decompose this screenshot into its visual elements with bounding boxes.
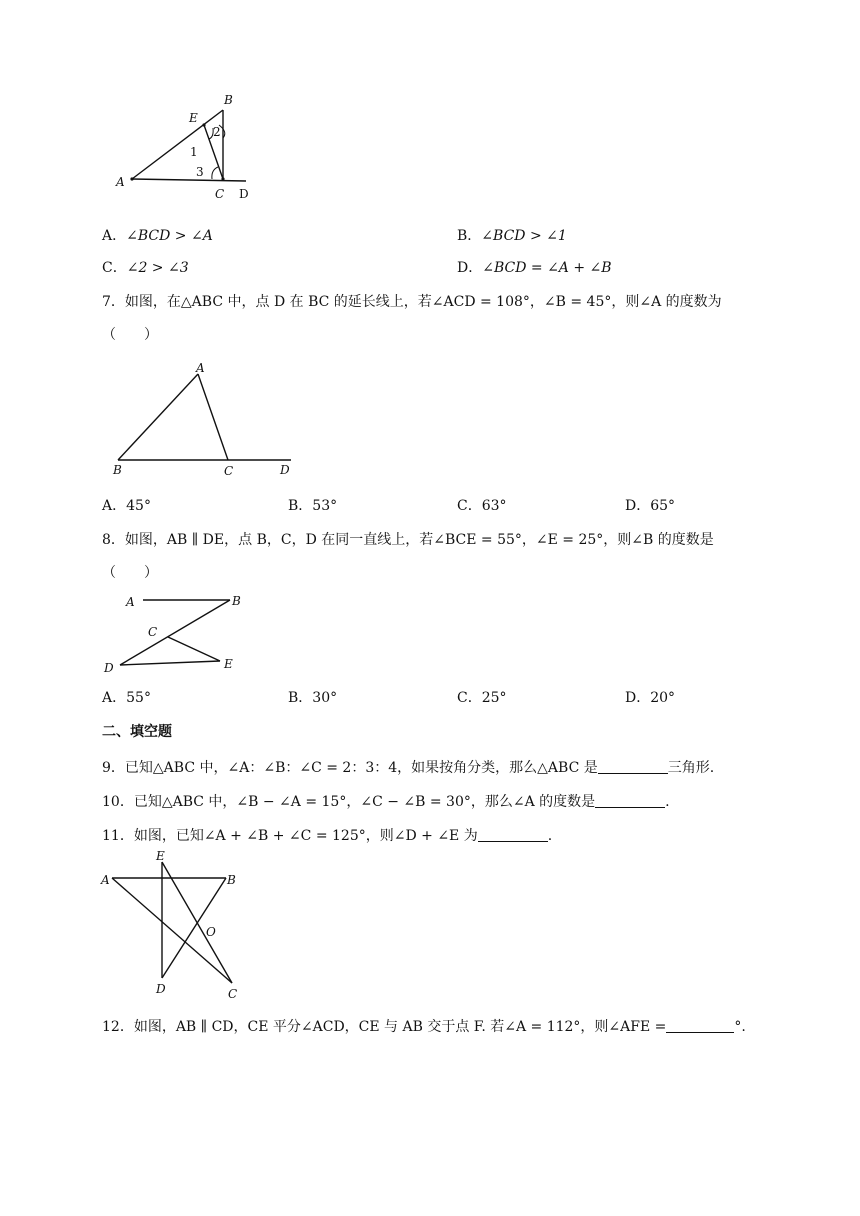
q7-label-B: B — [113, 463, 122, 477]
q7-stem-paren: （ ） — [102, 327, 158, 343]
q6-option-d[interactable]: D．∠BCD = ∠A + ∠B — [457, 260, 612, 276]
q12: 12．如图，AB ∥ CD，CE 平分∠ACD，CE 与 AB 交于点 F. 若∠A = 112°，则∠AFE = °. — [102, 1016, 746, 1037]
q7-figure — [108, 358, 308, 480]
q11-label-A: A — [101, 873, 110, 887]
q7-option-b[interactable]: B．53° — [288, 498, 338, 514]
q10-answer-blank[interactable] — [595, 791, 665, 808]
q11-label-C: C — [228, 987, 238, 1001]
q6-label-D: D — [239, 187, 249, 201]
q11-label-O: O — [206, 925, 216, 939]
q9-answer-blank[interactable] — [598, 757, 668, 774]
q8-label-B: B — [232, 594, 241, 608]
q8-label-A: A — [126, 595, 135, 609]
q6-option-b[interactable]: B．∠BCD > ∠1 — [457, 228, 567, 244]
q11-label-D: D — [156, 982, 166, 996]
q11-label-B: B — [227, 873, 236, 887]
q6-figure — [108, 90, 258, 202]
q12-answer-blank[interactable] — [666, 1016, 734, 1033]
q6-label-3: 3 — [196, 165, 204, 179]
q8-option-c[interactable]: C．25° — [457, 690, 507, 706]
q6-option-a[interactable]: A．∠BCD > ∠A — [102, 228, 213, 244]
q7-label-A: A — [196, 361, 205, 375]
q6-option-c[interactable]: C．∠2 > ∠3 — [102, 260, 189, 276]
q8-stem: 8．如图，AB ∥ DE，点 B，C，D 在同一直线上，若∠BCE = 55°，∠E = 25°，则∠B 的度数是 — [102, 532, 714, 548]
q7-label-C: C — [224, 464, 234, 478]
section-title: 二、填空题 — [102, 724, 172, 740]
q9: 9．已知△ABC 中，∠A：∠B：∠C = 2：3：4，如果按角分类，那么△ABC 是 三角形. — [102, 757, 714, 778]
q10: 10．已知△ABC 中，∠B − ∠A = 15°，∠C − ∠B = 30°，那么∠A 的度数是 . — [102, 791, 670, 812]
q8-label-C: C — [148, 625, 158, 639]
q11-answer-blank[interactable] — [478, 825, 548, 842]
q6-label-E: E — [189, 111, 198, 125]
q8-option-d[interactable]: D．20° — [625, 690, 676, 706]
q8-stem-paren: （ ） — [102, 565, 158, 581]
q6-label-2: 2 — [213, 125, 221, 139]
q6-label-C: C — [215, 187, 225, 201]
q7-label-D: D — [280, 463, 290, 477]
q8-figure — [100, 588, 260, 678]
q7-option-d[interactable]: D．65° — [625, 498, 676, 514]
q7-option-c[interactable]: C．63° — [457, 498, 507, 514]
q11: 11．如图，已知∠A + ∠B + ∠C = 125°，则∠D + ∠E 为 . — [102, 825, 552, 846]
q8-option-a[interactable]: A．55° — [102, 690, 151, 706]
q6-label-A: A — [116, 175, 125, 189]
q6-label-1: 1 — [190, 145, 198, 159]
q7-option-a[interactable]: A．45° — [102, 498, 151, 514]
q8-option-b[interactable]: B．30° — [288, 690, 338, 706]
q8-label-E: E — [224, 657, 233, 671]
q11-figure — [98, 846, 248, 1004]
q11-label-E: E — [156, 849, 165, 863]
q6-label-B: B — [224, 93, 233, 107]
q7-stem: 7．如图，在△ABC 中，点 D 在 BC 的延长线上，若∠ACD = 108°，∠B = 45°，则∠A 的度数为 — [102, 294, 722, 310]
q8-label-D: D — [104, 661, 114, 675]
